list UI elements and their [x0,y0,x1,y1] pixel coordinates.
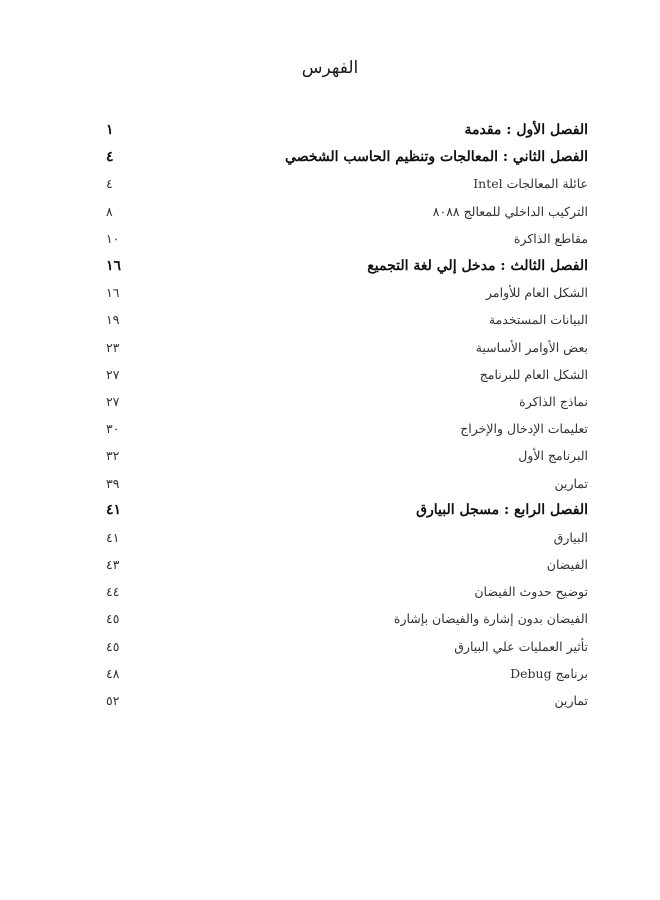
toc-entry-label: التركيب الداخلي للمعالج ٨٠٨٨ [432,203,588,219]
toc-entry-label: الفصل الثاني : المعالجات وتنظيم الحاسب الشخصي [285,148,588,165]
toc-entry-label: بعض الأوامر الأساسية [475,339,588,355]
toc-entry-page: ٤٥ [106,611,120,627]
toc-entry-section[interactable] [106,442,588,469]
toc-entry-label: الفيضان بدون إشارة والفيضان بإشارة [393,611,588,627]
toc-entry-label: تأثير العمليات علي البيارق [454,638,588,654]
toc-entry-chapter-1[interactable] [106,116,588,143]
toc-entry-section[interactable] [106,660,588,687]
toc-entry-page: ١ [106,121,114,138]
toc-entry-section[interactable] [106,605,588,632]
toc-entry-label: الفيضان [546,557,588,573]
toc-entry-section[interactable] [106,306,588,333]
page-title: الفهرس [301,58,359,78]
toc-entry-page: ٢٧ [106,366,120,382]
toc-entry-page: ٢٧ [106,393,120,409]
toc-entry-chapter-4[interactable] [106,497,588,524]
toc-entry-section[interactable] [106,551,588,578]
toc-entry-label: برنامج Debug [510,665,588,681]
toc-entry-section[interactable] [106,687,588,714]
toc-entry-section[interactable] [106,388,588,415]
toc-entry-section[interactable] [106,170,588,197]
toc-entry-page: ٤١ [106,529,120,545]
toc-entry-page: ٤٤ [106,584,120,600]
toc-entry-section[interactable] [106,279,588,306]
toc-entry-page: ٣٩ [106,475,120,491]
toc-entry-page: ٢٣ [106,339,120,355]
toc-entry-page: ١٠ [106,230,120,246]
toc-entry-label: عائلة المعالجات Intel [473,176,588,192]
toc-entry-page: ٤ [106,176,113,192]
toc-entry-label: الفصل الثالث : مدخل إلي لغة التجميع [367,257,588,274]
toc-entry-label: البيانات المستخدمة [488,312,588,328]
toc-entry-page: ٣٠ [106,421,120,437]
toc-entry-label: الشكل العام للأوامر [486,285,588,301]
toc-entry-label: البرنامج الأول [518,448,588,464]
toc-entry-page: ١٩ [106,312,120,328]
toc-entry-page: ٣٢ [106,448,120,464]
toc-entry-chapter-2[interactable] [106,143,588,170]
toc-entry-section[interactable] [106,198,588,225]
toc-entry-page: ٤ [106,148,114,165]
toc-entry-label: مقاطع الذاكرة [513,230,588,246]
toc-entry-page: ٤٣ [106,557,120,573]
toc-entry-label: توضيح حدوث الفيضان [474,584,588,600]
toc-entry-section[interactable] [106,225,588,252]
toc-entry-section[interactable] [106,334,588,361]
toc-entry-section[interactable] [106,578,588,605]
toc-entry-label: الفصل الأول : مقدمة [464,121,588,138]
toc-entry-label: الفصل الرابع : مسجل البيارق [416,502,588,519]
toc-entry-label: الشكل العام للبرنامج [479,366,588,382]
toc-entry-page: ٨ [106,203,113,219]
toc-entry-section[interactable] [106,633,588,660]
toc-entry-page: ٤٥ [106,638,120,654]
toc-entry-section[interactable] [106,524,588,551]
toc-entry-label: تمارين [554,475,588,491]
toc-entry-section[interactable] [106,361,588,388]
toc-entry-section[interactable] [106,415,588,442]
toc-entry-label: البيارق [553,529,588,545]
toc-entry-label: تعليمات الإدخال والإخراج [460,421,588,437]
toc-entry-page: ١٦ [106,257,122,274]
toc-entry-label: تمارين [554,693,588,709]
toc-entry-section[interactable] [106,469,588,496]
toc-entry-page: ٥٢ [106,693,120,709]
toc-entry-page: ٤٨ [106,665,120,681]
toc-entry-chapter-3[interactable] [106,252,588,279]
table-of-contents [106,116,588,714]
toc-entry-label: نماذج الذاكرة [519,393,588,409]
toc-entry-page: ١٦ [106,285,120,301]
toc-entry-page: ٤١ [106,502,122,519]
